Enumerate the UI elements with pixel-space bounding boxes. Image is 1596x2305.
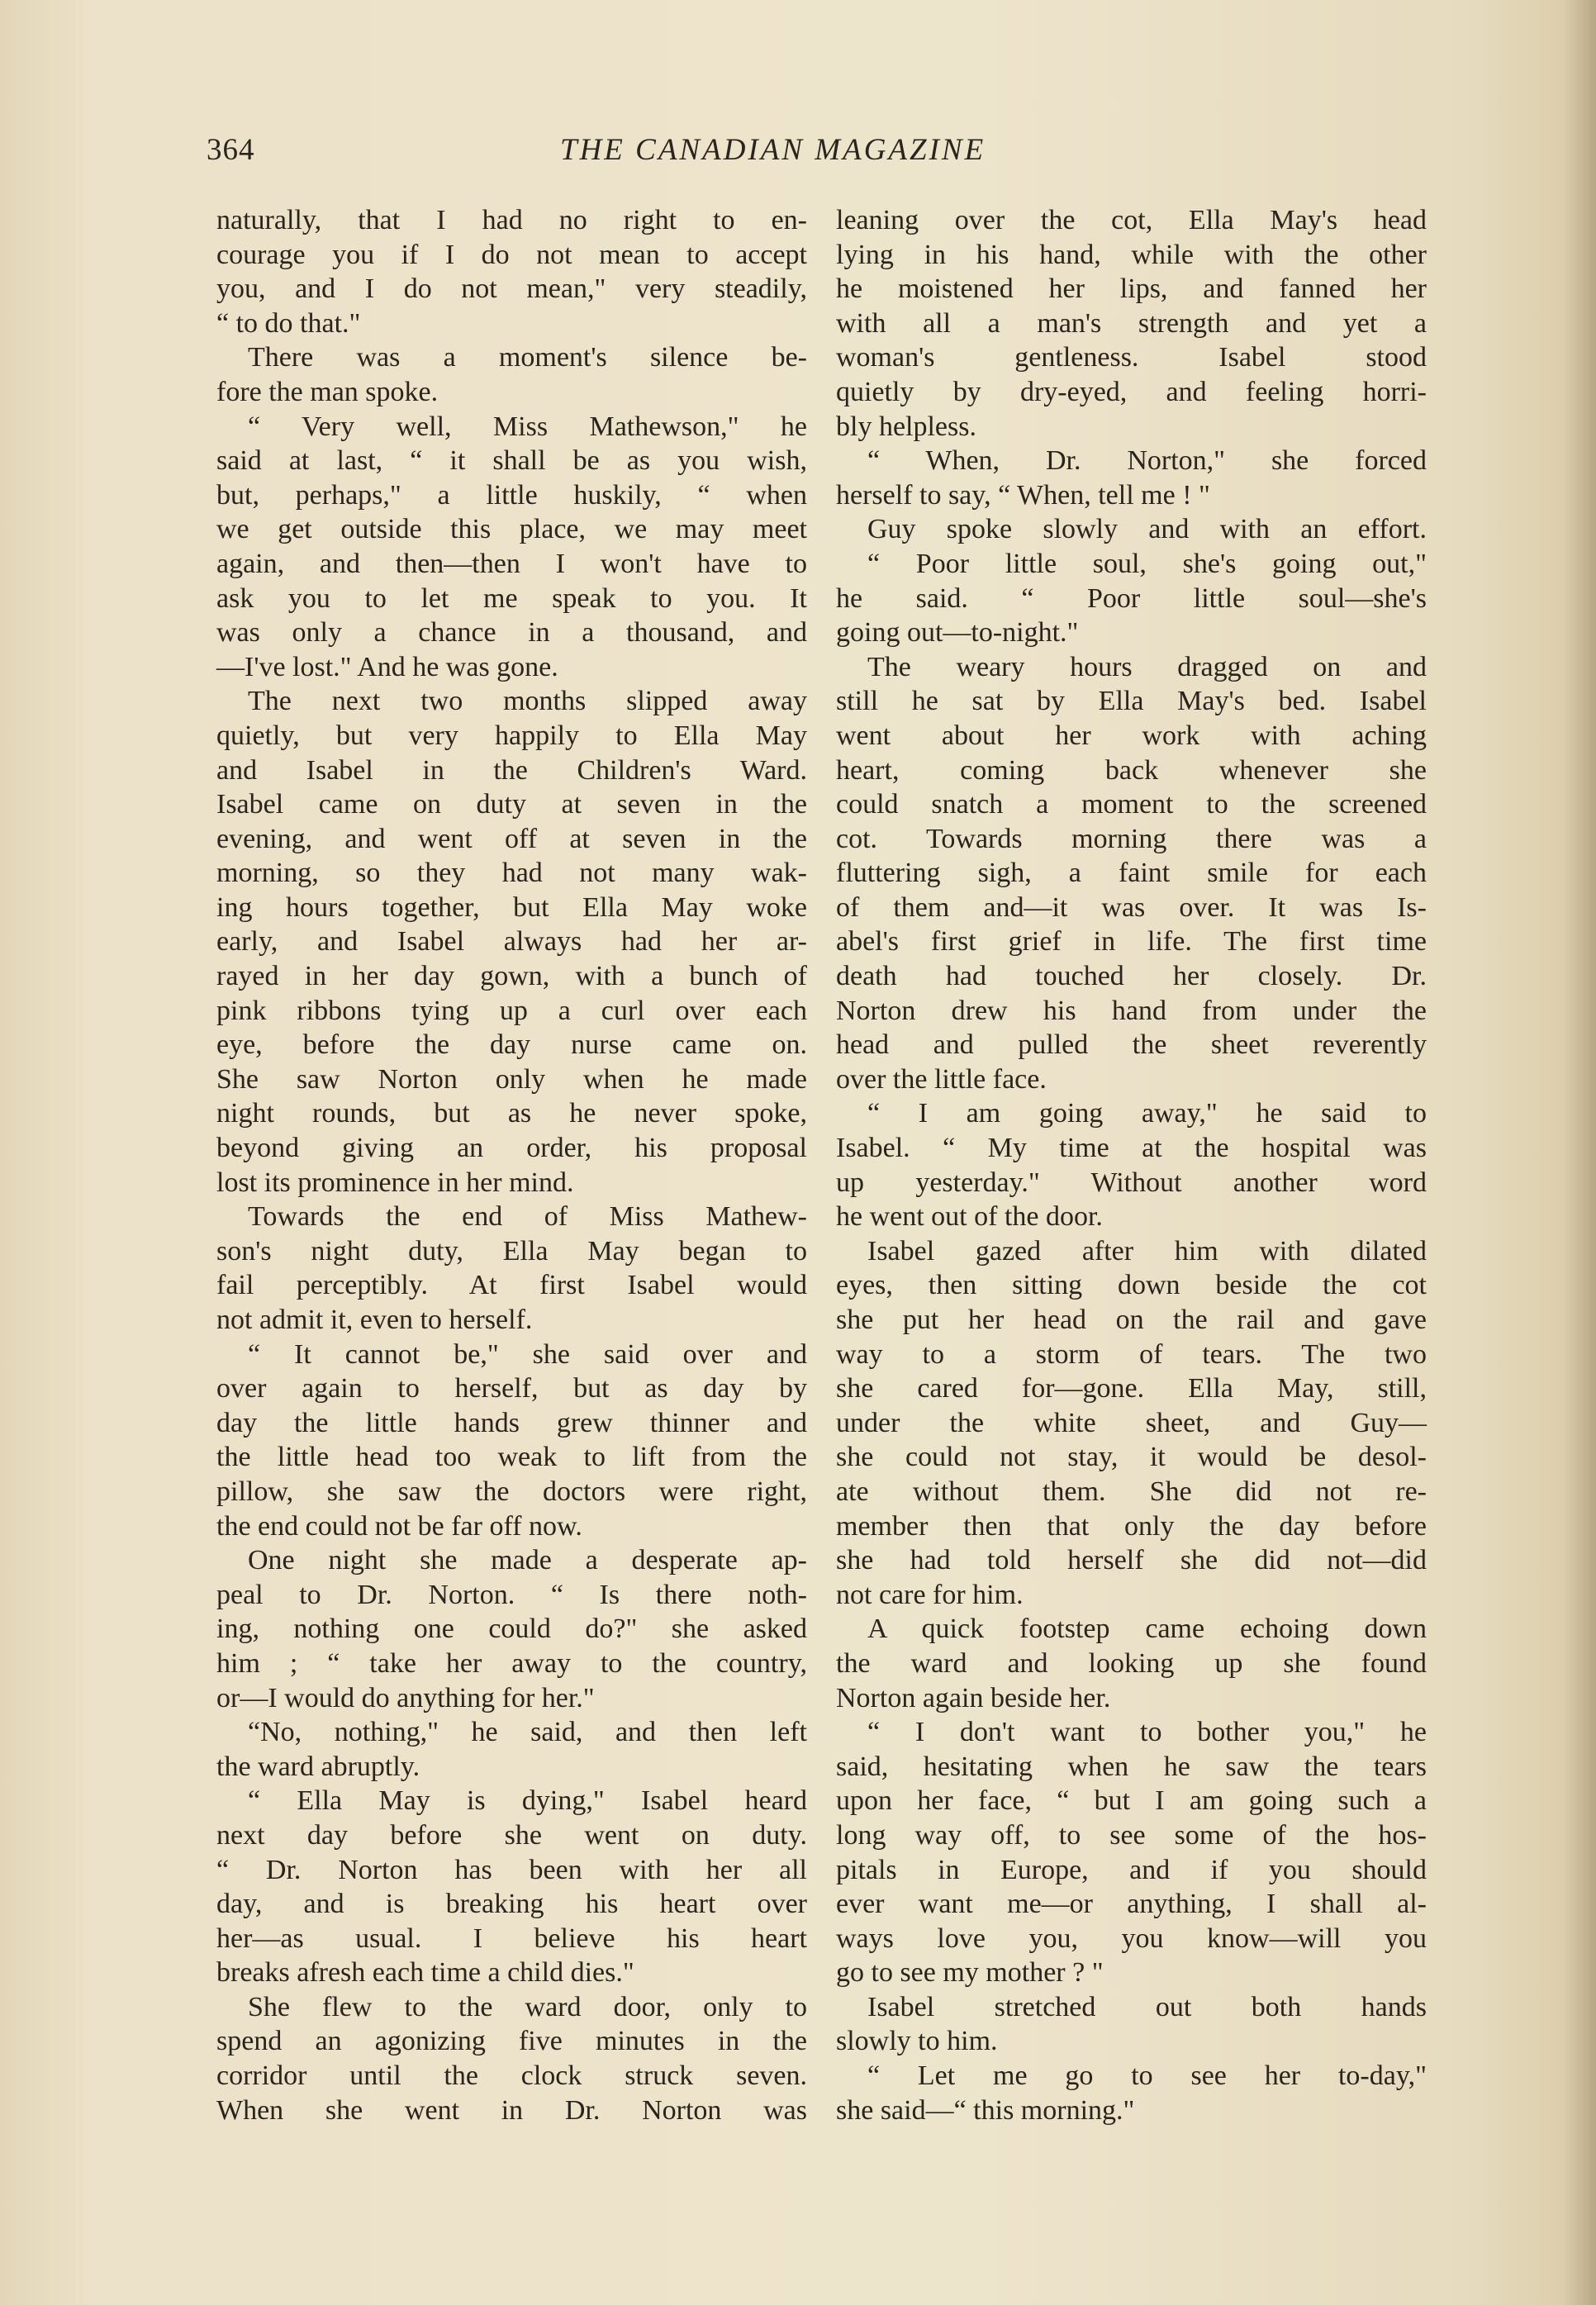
text-line: woman's gentleness. Isabel stood <box>836 342 1427 373</box>
text-line: she said—“ this morning." <box>836 2094 1135 2126</box>
text-line: you, and I do not mean," very steadily, <box>216 273 807 305</box>
text-line: the little head too weak to lift from the <box>216 1442 807 1473</box>
text-line: Norton again beside her. <box>836 1682 1111 1713</box>
text-line: she put her head on the rail and gave <box>836 1305 1427 1335</box>
text-line: next day before she went on duty. <box>216 1819 807 1851</box>
text-line: the ward and looking up she found <box>836 1647 1427 1679</box>
text-line: rayed in her day gown, with a bunch of <box>216 961 807 992</box>
text-line: “ to do that." <box>216 307 361 339</box>
text-line: She saw Norton only when he made <box>216 1063 807 1095</box>
text-line: “ Dr. Norton has been with her all <box>216 1854 807 1885</box>
text-line: Isabel stretched out both hands <box>867 1991 1427 2022</box>
text-line: not admit it, even to herself. <box>216 1305 533 1335</box>
text-line: slowly to him. <box>836 2026 998 2057</box>
text-line: day the little hands grew thinner and <box>216 1407 807 1438</box>
text-line: with all a man's strength and yet a <box>836 307 1427 339</box>
text-line: ask you to let me speak to you. It <box>216 582 807 614</box>
text-line: lost its prominence in her mind. <box>216 1167 574 1198</box>
text-line: “ Very well, Miss Mathewson," he <box>248 411 807 442</box>
text-line: the end could not be far off now. <box>216 1510 582 1542</box>
text-line: she cared for—gone. Ella May, still, <box>836 1373 1427 1404</box>
text-line: over again to herself, but as day by <box>216 1373 807 1404</box>
text-line: —I've lost." And he was gone. <box>216 651 558 682</box>
text-line: son's night duty, Ella May began to <box>216 1235 807 1267</box>
text-line: leaning over the cot, Ella May's head <box>836 205 1427 235</box>
text-line: The weary hours dragged on and <box>867 651 1427 682</box>
text-line: morning, so they had not many wak- <box>216 858 807 889</box>
text-line: pitals in Europe, and if you should <box>836 1854 1427 1885</box>
text-line: way to a storm of tears. The two <box>836 1338 1427 1370</box>
text-line: abel's first grief in life. The first time <box>836 926 1427 958</box>
text-line: Towards the end of Miss Mathew- <box>248 1201 807 1233</box>
text-line: “ I am going away," he said to <box>867 1098 1427 1129</box>
text-line: night rounds, but as he never spoke, <box>216 1098 807 1129</box>
text-line: herself to say, “ When, tell me ! " <box>836 479 1210 511</box>
text-line: upon her face, “ but I am going such a <box>836 1785 1427 1817</box>
text-line: fluttering sigh, a faint smile for each <box>836 858 1427 889</box>
text-line: “ Let me go to see her to-day," <box>867 2060 1427 2092</box>
text-line: There was a moment's silence be- <box>248 342 807 373</box>
text-line: under the white sheet, and Guy— <box>836 1407 1427 1438</box>
text-line: Guy spoke slowly and with an effort. <box>867 514 1427 545</box>
text-line: “ I don't want to bother you," he <box>867 1717 1427 1748</box>
text-line: evening, and went off at seven in the <box>216 823 807 854</box>
text-line: bly helpless. <box>836 411 976 442</box>
text-line: pink ribbons tying up a curl over each <box>216 995 807 1026</box>
text-line: could snatch a moment to the screened <box>836 789 1427 820</box>
text-line: said at last, “ it shall be as you wish, <box>216 445 807 477</box>
text-line: Isabel came on duty at seven in the <box>216 789 807 820</box>
text-line: courage you if I do not mean to accept <box>216 239 807 270</box>
text-line: still he sat by Ella May's bed. Isabel <box>836 686 1427 717</box>
text-line: day, and is breaking his heart over <box>216 1889 807 1920</box>
text-line: naturally, that I had no right to en- <box>216 205 807 235</box>
text-line: Norton drew his hand from under the <box>836 995 1427 1026</box>
text-line: up yesterday." Without another word <box>836 1167 1427 1198</box>
text-line: fail perceptibly. At first Isabel would <box>216 1270 807 1301</box>
text-line: her—as usual. I believe his heart <box>216 1922 807 1954</box>
text-line: early, and Isabel always had her ar- <box>216 926 807 958</box>
text-line: lying in his hand, while with the other <box>836 239 1427 270</box>
text-line: not care for him. <box>836 1579 1024 1610</box>
text-line: “ Poor little soul, she's going out," <box>867 548 1427 579</box>
text-line: breaks afresh each time a child dies." <box>216 1957 634 1989</box>
text-line: she could not stay, it would be desol- <box>836 1442 1427 1473</box>
text-line: Isabel gazed after him with dilated <box>867 1235 1427 1267</box>
text-line: go to see my mother ? " <box>836 1957 1104 1989</box>
text-line: or—I would do anything for her." <box>216 1682 595 1713</box>
text-line: “ Ella May is dying," Isabel heard <box>248 1785 807 1817</box>
text-line: he went out of the door. <box>836 1201 1103 1233</box>
text-line: ways love you, you know—will you <box>836 1922 1427 1954</box>
text-line: member then that only the day before <box>836 1510 1427 1542</box>
text-line: corridor until the clock struck seven. <box>216 2060 807 2092</box>
text-line: over the little face. <box>836 1063 1047 1095</box>
text-line: A quick footstep came echoing down <box>867 1614 1427 1645</box>
text-line: again, and then—then I won't have to <box>216 548 807 579</box>
text-line: long way off, to see some of the hos- <box>836 1819 1427 1851</box>
text-line: cot. Towards morning there was a <box>836 823 1427 854</box>
running-title: THE CANADIAN MAGAZINE <box>560 133 986 167</box>
text-line: Isabel. “ My time at the hospital was <box>836 1133 1427 1164</box>
text-line: death had touched her closely. Dr. <box>836 961 1427 992</box>
text-line: pillow, she saw the doctors were right, <box>216 1476 807 1507</box>
text-line: “ When, Dr. Norton," she forced <box>867 445 1427 477</box>
text-line: went about her work with aching <box>836 720 1427 751</box>
text-line: he moistened her lips, and fanned her <box>836 273 1427 305</box>
text-line: but, perhaps," a little huskily, “ when <box>216 479 807 511</box>
text-line: ever want me—or anything, I shall al- <box>836 1889 1427 1920</box>
text-line: “No, nothing," he said, and then left <box>248 1717 807 1748</box>
text-line: she had told herself she did not—did <box>836 1545 1427 1576</box>
text-line: fore the man spoke. <box>216 376 439 407</box>
text-line: him ; “ take her away to the country, <box>216 1647 807 1679</box>
text-column-right <box>836 203 1427 2127</box>
page-number: 364 <box>207 133 255 167</box>
text-line: beyond giving an order, his proposal <box>216 1133 807 1164</box>
text-line: head and pulled the sheet reverently <box>836 1029 1427 1061</box>
text-line: ing, nothing one could do?" she asked <box>216 1614 807 1645</box>
text-line: The next two months slipped away <box>248 686 807 717</box>
text-line: spend an agonizing five minutes in the <box>216 2026 807 2057</box>
text-line: we get outside this place, we may meet <box>216 514 807 545</box>
text-line: said, hesitating when he saw the tears <box>836 1751 1427 1782</box>
text-column-left <box>216 203 807 2127</box>
text-line: quietly by dry-eyed, and feeling horri- <box>836 376 1427 407</box>
text-line: eyes, then sitting down beside the cot <box>836 1270 1427 1301</box>
page-header <box>207 132 1429 173</box>
text-line: “ It cannot be," she said over and <box>248 1338 807 1370</box>
text-line: and Isabel in the Children's Ward. <box>216 754 807 786</box>
text-line: heart, coming back whenever she <box>836 754 1427 786</box>
text-line: quietly, but very happily to Ella May <box>216 720 807 751</box>
text-line: of them and—it was over. It was Is- <box>836 891 1427 923</box>
text-line: eye, before the day nurse came on. <box>216 1029 807 1061</box>
text-line: When she went in Dr. Norton was <box>216 2094 807 2126</box>
text-line: peal to Dr. Norton. “ Is there noth- <box>216 1579 807 1610</box>
text-line: ate without them. She did not re- <box>836 1476 1427 1507</box>
text-line: the ward abruptly. <box>216 1751 420 1782</box>
text-line: he said. “ Poor little soul—she's <box>836 582 1427 614</box>
text-line: She flew to the ward door, only to <box>248 1991 807 2022</box>
text-line: was only a chance in a thousand, and <box>216 617 807 649</box>
text-line: One night she made a desperate ap- <box>248 1545 807 1576</box>
page-edge-shadow <box>1563 0 1596 2305</box>
text-line: ing hours together, but Ella May woke <box>216 891 807 923</box>
text-line: going out—to-night." <box>836 617 1079 649</box>
